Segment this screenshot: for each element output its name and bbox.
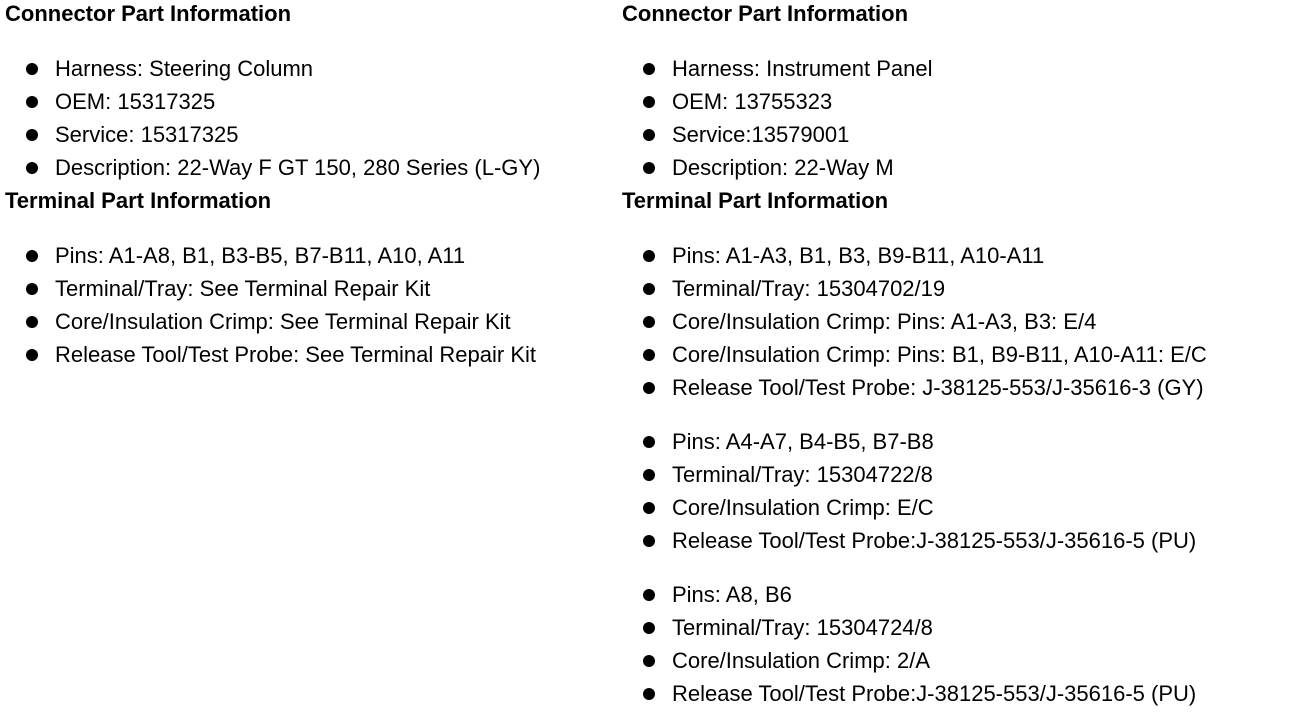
list-item: Service: 15317325 — [5, 118, 615, 151]
bullet-icon — [26, 250, 38, 262]
terminal-group-1 — [622, 239, 1307, 404]
connector-heading: Connector Part Information — [5, 1, 292, 26]
connector-heading: Connector Part Information — [622, 1, 909, 26]
bullet-icon — [643, 535, 655, 547]
terminal-heading: Terminal Part Information — [5, 188, 272, 213]
bullet-icon — [643, 469, 655, 481]
bullet-icon — [26, 63, 38, 75]
left-column — [5, 0, 615, 371]
list-item: Release Tool/Test Probe: J-38125-553/J-35616-3 (GY) — [622, 371, 1307, 404]
terminal-list — [5, 239, 615, 371]
bullet-icon — [26, 162, 38, 174]
bullet-icon — [643, 63, 655, 75]
bullet-icon — [643, 316, 655, 328]
list-item: Harness: Instrument Panel — [622, 52, 1307, 85]
list-item: Description: 22-Way F GT 150, 280 Series (L-GY) — [5, 151, 615, 184]
bullet-icon — [643, 688, 655, 700]
bullet-icon — [643, 655, 655, 667]
bullet-icon — [643, 96, 655, 108]
bullet-icon — [26, 283, 38, 295]
bullet-icon — [643, 129, 655, 141]
bullet-icon — [26, 316, 38, 328]
right-column — [622, 0, 1307, 710]
bullet-icon — [26, 129, 38, 141]
bullet-icon — [26, 349, 38, 361]
list-item: Core/Insulation Crimp: Pins: A1-A3, B3: E/4 — [622, 305, 1307, 338]
bullet-icon — [26, 96, 38, 108]
bullet-icon — [643, 349, 655, 361]
list-item: Pins: A1-A3, B1, B3, B9-B11, A10-A11 — [622, 239, 1307, 272]
list-item: Description: 22-Way M — [622, 151, 1307, 184]
bullet-icon — [643, 589, 655, 601]
bullet-icon — [643, 502, 655, 514]
list-item: Pins: A1-A8, B1, B3-B5, B7-B11, A10, A11 — [5, 239, 615, 272]
bullet-icon — [643, 436, 655, 448]
list-item: Core/Insulation Crimp: See Terminal Repair Kit — [5, 305, 615, 338]
list-item: OEM: 15317325 — [5, 85, 615, 118]
bullet-icon — [643, 622, 655, 634]
list-item: Release Tool/Test Probe:J-38125-553/J-35616-5 (PU) — [622, 524, 1307, 557]
list-item: Release Tool/Test Probe:J-38125-553/J-35616-5 (PU) — [622, 677, 1307, 710]
list-item: Core/Insulation Crimp: 2/A — [622, 644, 1307, 677]
list-item: Release Tool/Test Probe: See Terminal Repair Kit — [5, 338, 615, 371]
list-item: Core/Insulation Crimp: E/C — [622, 491, 1307, 524]
list-item: Terminal/Tray: 15304702/19 — [622, 272, 1307, 305]
bullet-icon — [643, 250, 655, 262]
connector-list — [622, 52, 1307, 184]
bullet-icon — [643, 382, 655, 394]
list-item: Harness: Steering Column — [5, 52, 615, 85]
bullet-icon — [643, 283, 655, 295]
list-item: Terminal/Tray: 15304722/8 — [622, 458, 1307, 491]
list-item: Pins: A8, B6 — [622, 578, 1307, 611]
list-item: Core/Insulation Crimp: Pins: B1, B9-B11, A10-A11: E/C — [622, 338, 1307, 371]
list-item: Terminal/Tray: See Terminal Repair Kit — [5, 272, 615, 305]
terminal-heading: Terminal Part Information — [622, 188, 889, 213]
bullet-icon — [643, 162, 655, 174]
terminal-group-2 — [622, 425, 1307, 557]
list-item: Service:13579001 — [622, 118, 1307, 151]
connector-list — [5, 52, 615, 184]
terminal-group-3 — [622, 578, 1307, 710]
list-item: Terminal/Tray: 15304724/8 — [622, 611, 1307, 644]
list-item: Pins: A4-A7, B4-B5, B7-B8 — [622, 425, 1307, 458]
list-item: OEM: 13755323 — [622, 85, 1307, 118]
